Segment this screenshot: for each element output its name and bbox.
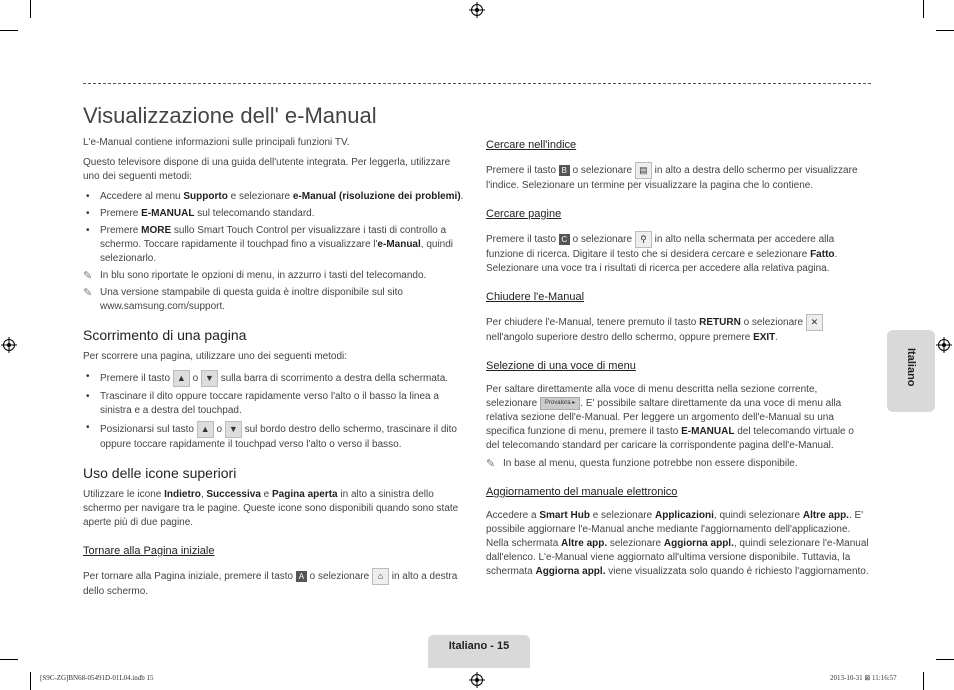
text: , quindi selezionare l'e-Manual dall'elenco. L'e-Manual viene aggiornato all'ultima versione disponibile. Tuttavia, la schermata <box>486 538 869 578</box>
registration-mark-icon <box>936 337 952 353</box>
menu-name: Aggiorna appl. <box>663 538 734 550</box>
key-name: EXIT <box>753 332 776 343</box>
icons-paragraph <box>83 488 465 530</box>
crop-mark <box>923 0 924 18</box>
left-column <box>83 136 465 605</box>
crop-mark <box>0 30 18 31</box>
text: Posizionarsi sul tasto <box>100 424 197 436</box>
key-name: MORE <box>141 225 172 236</box>
scroll-methods-list <box>83 370 465 452</box>
text: Per saltare direttamente alla voce di menu descritta nella sezione corrente, selezionare <box>486 384 818 410</box>
text: o selezionare <box>569 165 635 177</box>
text: o selezionare <box>569 234 635 246</box>
close-paragraph <box>486 314 870 345</box>
pencil-note-icon: ✎ <box>486 458 496 471</box>
text: Accedere al menu <box>100 191 184 202</box>
note <box>486 457 870 471</box>
update-paragraph <box>486 509 870 579</box>
scroll-down-icon: ▼ <box>225 421 242 438</box>
text: Premere <box>100 208 142 219</box>
menu-name: Smart Hub <box>539 510 590 522</box>
registration-mark-icon <box>469 2 485 18</box>
crop-mark <box>0 659 18 660</box>
crop-mark <box>936 30 954 31</box>
menu-name: Supporto <box>183 191 228 202</box>
registration-mark-icon <box>469 672 485 688</box>
text: e selezionare <box>227 191 293 202</box>
print-timestamp: 2013-10-31 ⊠ 11:16:57 <box>830 674 897 682</box>
text: Trascinare il dito oppure toccare rapidamente verso l'alto o il basso la linea a sinistra e a destra del touchpad. <box>100 391 439 416</box>
text: Premere <box>100 225 142 236</box>
text: , quindi selezionare <box>713 510 803 522</box>
key-name: E-MANUAL <box>681 426 735 438</box>
menu-name: Fatto <box>810 249 835 260</box>
text: . E' possibile aggiornare l'e-Manual anche mediante l'aggiornamento dell'applicazione. Nella schermata <box>486 510 864 550</box>
icon-name: Successiva <box>206 489 261 500</box>
list-item <box>83 390 465 418</box>
index-icon: ▤ <box>635 162 652 179</box>
subsection-heading: Aggiornamento del manuale elettronico <box>486 486 678 499</box>
text: Per tornare alla Pagina iniziale, premere il tasto <box>83 571 296 583</box>
text: . E' possibile saltare direttamente da una voce di menu alla relativa sezione dell'e-Manual. Per leggere un argomento dell'e-Manual su una specifica funzione di menu, premere il tasto <box>486 398 842 438</box>
menu-name: Aggiorna appl. <box>535 566 606 578</box>
home-icon: ⌂ <box>372 568 389 585</box>
note <box>83 269 465 283</box>
try-now-button-icon: Provalora ▸ <box>540 397 580 410</box>
list-item <box>83 224 465 266</box>
print-file-info: [S9C-ZG]BN68-05491D-01L04.indb 15 <box>40 674 154 682</box>
key-name: RETURN <box>699 317 741 329</box>
text: Premere il tasto <box>486 165 559 177</box>
list-item <box>83 207 465 221</box>
a-key-icon: A <box>296 571 307 582</box>
crop-mark <box>30 0 31 18</box>
note-text: In base al menu, questa funzione potrebbe non essere disponibile. <box>503 458 798 470</box>
text: viene visualizzata solo quando è richiesto l'aggiornamento. <box>605 566 869 578</box>
text: o <box>189 373 201 385</box>
section-heading: Uso delle icone superiori <box>83 465 237 481</box>
crop-mark <box>923 672 924 690</box>
text: o selezionare <box>306 571 372 583</box>
list-item <box>83 370 465 387</box>
scroll-up-icon: ▲ <box>197 421 214 438</box>
text: Premere il tasto <box>100 373 173 385</box>
text: Accedere a <box>486 510 540 522</box>
right-column <box>486 138 870 585</box>
text: Per chiudere l'e-Manual, tenere premuto il tasto <box>486 317 700 329</box>
scroll-down-icon: ▼ <box>201 370 218 387</box>
section-intro: Per scorrere una pagina, utilizzare uno dei seguenti metodi: <box>83 351 348 362</box>
text: o selezionare <box>740 317 806 329</box>
subsection-heading: Selezione di una voce di menu <box>486 360 636 372</box>
text: e selezionare <box>589 510 655 522</box>
text: , <box>200 489 207 500</box>
key-name: E-MANUAL <box>141 208 195 219</box>
text: del telecomando virtuale o del telecomando standard per caricare la corrispondente pagina dell'e-Manual. <box>486 426 854 452</box>
close-icon: ✕ <box>806 314 823 331</box>
list-item <box>83 190 465 204</box>
list-item <box>83 421 465 452</box>
text: in alto a destra dello schermo per visualizzare l'indice. Selezionare un termine per visualizzare la pagina che lo contiene. <box>486 165 858 191</box>
search-paragraph <box>486 231 870 276</box>
subsection-heading: Cercare nell'indice <box>486 139 577 151</box>
crop-mark <box>936 659 954 660</box>
menu-name: e-Manual <box>377 239 421 250</box>
registration-mark-icon <box>1 337 17 353</box>
text: . <box>460 191 464 202</box>
title-divider <box>83 83 871 84</box>
note-text: In blu sono riportate le opzioni di menu, in azzurro i tasti del telecomando. <box>100 270 427 281</box>
pencil-note-icon: ✎ <box>83 270 93 282</box>
text: o <box>213 424 225 436</box>
text: selezionare <box>607 538 664 550</box>
text: in alto a destra dello schermo. <box>83 571 458 597</box>
menu-name: Altre app. <box>561 538 608 550</box>
c-key-icon: C <box>559 234 570 245</box>
icon-name: Indietro <box>164 489 201 500</box>
icon-name: Pagina aperta <box>272 489 338 500</box>
text: . <box>775 332 779 343</box>
menu-name: e-Manual (risoluzione dei problemi) <box>292 191 461 202</box>
crop-mark <box>30 672 31 690</box>
b-key-icon: B <box>559 165 570 176</box>
text: sul bordo destro dello schermo, trascinare il dito oppure toccare rapidamente il touchpad verso l'alto o verso il basso. <box>100 424 457 450</box>
note-text: Una versione stampabile di questa guida è inoltre disponibile sul sito www.samsung.com/support. <box>100 287 403 312</box>
language-side-tab-label: Italiano <box>905 348 917 387</box>
text: in alto a sinistra dello schermo per navigare tra le pagine. Queste icone sono disponibili quando sono state aperte più di due pagine. <box>83 489 459 528</box>
access-methods-list <box>83 190 465 266</box>
home-paragraph <box>83 568 465 599</box>
section-heading: Scorrimento di una pagina <box>83 327 247 343</box>
text: Utilizzare le icone <box>83 489 165 500</box>
subsection-heading: Tornare alla Pagina iniziale <box>83 545 215 557</box>
text: , quindi selezionarlo. <box>100 239 454 264</box>
text: sul telecomando standard. <box>194 208 315 219</box>
page-number: Italiano - 15 <box>448 640 510 652</box>
pencil-note-icon: ✎ <box>83 287 93 299</box>
subsection-heading: Cercare pagine <box>486 208 562 220</box>
text: Premere il tasto <box>486 234 559 246</box>
scroll-up-icon: ▲ <box>173 370 190 387</box>
subsection-heading: Chiudere l'e-Manual <box>486 291 585 303</box>
intro-paragraph: Questo televisore dispone di una guida dell'utente integrata. Per leggerla, utilizzare uno dei seguenti metodi: <box>83 157 451 182</box>
menu-name: Altre app. <box>802 510 849 522</box>
text: nell'angolo superiore destro dello schermo, oppure premere <box>486 332 754 343</box>
note <box>83 286 465 314</box>
index-paragraph <box>486 162 870 193</box>
text: . Selezionare una voce tra i risultati di ricerca per accedere alla relativa pagina. <box>486 249 838 274</box>
text: e <box>260 489 273 500</box>
select-paragraph <box>486 383 870 453</box>
text: in alto nella schermata per accedere alla funzione di ricerca. Digitare il testo che si desidera cercare e selezionare <box>486 234 835 260</box>
text: sullo Smart Touch Control per visualizzare i tasti di controllo a schermo. Toccare rapidamente il touchpad fino a visualizzare l' <box>100 225 447 250</box>
menu-name: Applicazioni <box>654 510 714 522</box>
page-title: Visualizzazione dell' e-Manual <box>83 102 377 128</box>
search-icon: ⚲ <box>635 231 652 248</box>
text: sulla barra di scorrimento a destra della schermata. <box>217 373 449 385</box>
intro-paragraph: L'e-Manual contiene informazioni sulle principali funzioni TV. <box>83 137 350 148</box>
